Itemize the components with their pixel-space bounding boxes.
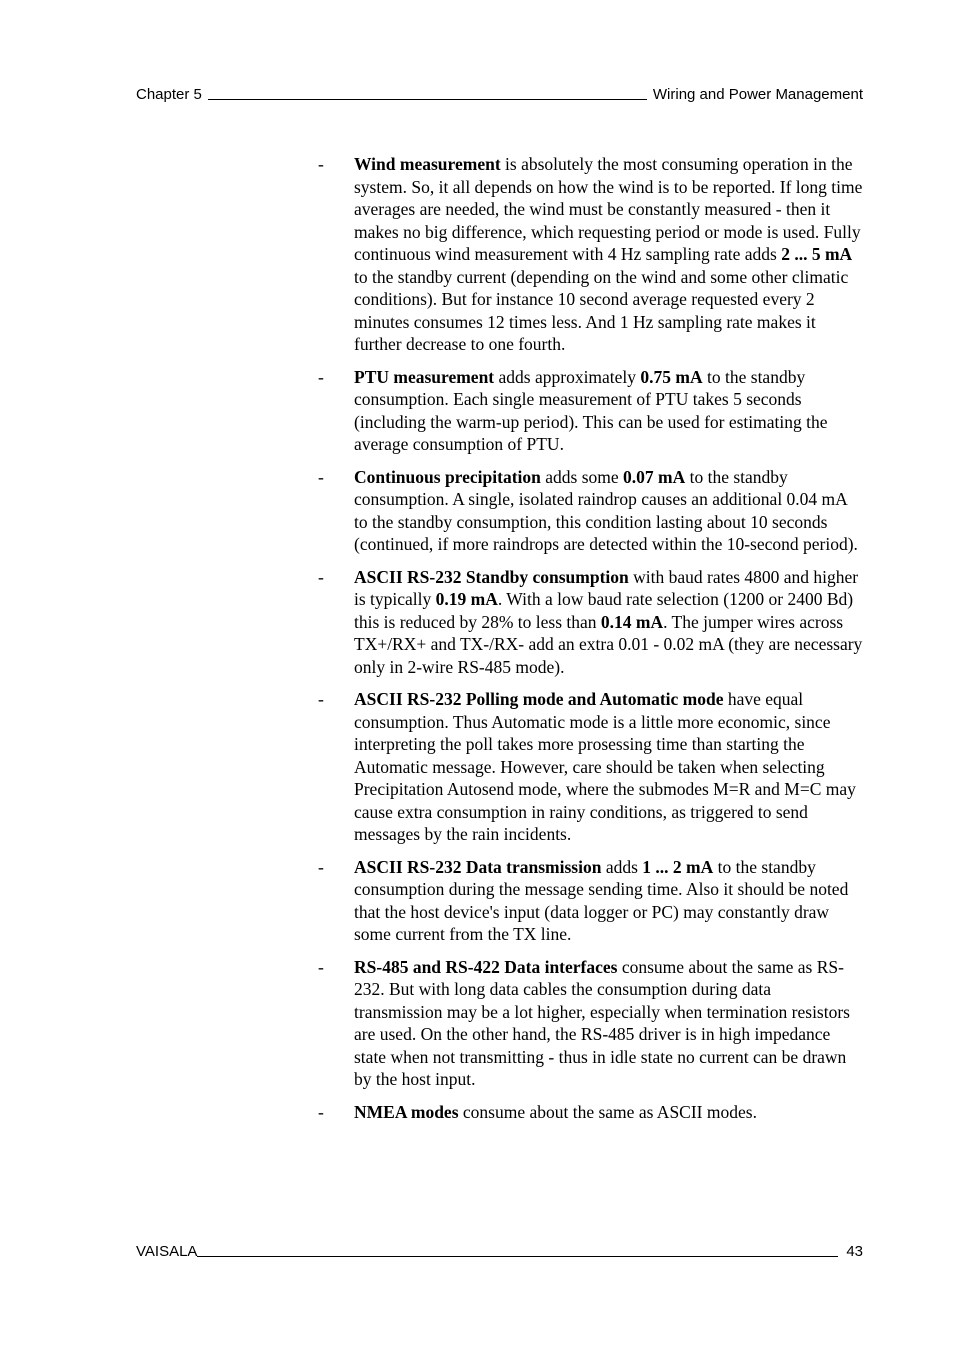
bullet-dash: - bbox=[318, 856, 324, 877]
list-item bbox=[318, 956, 863, 1091]
bullet-dash: - bbox=[318, 689, 324, 709]
item-text: PTU measurement adds approximately 0.75 mA to the standby consumption. Each single measurement of PTU takes 5 seconds (including the warm-up period). This can be used for estimating the average consumption of PTU. bbox=[354, 366, 828, 454]
page-number: 43 bbox=[846, 1243, 863, 1260]
item-lead: Continuous precipitation bbox=[354, 466, 541, 487]
item-text: Continuous precipitation adds some 0.07 mA to the standby consumption. A single, isolated raindrop causes an additional 0.04 mA to the standby consumption, this condition lasting about 10 seconds (continued, if more raindrops are detected within the 10-second period). bbox=[354, 466, 858, 554]
item-text: ASCII RS-232 Standby consumption with baud rates 4800 and higher is typically 0.19 mA. With a low baud rate selection (1200 or 2400 Bd) this is reduced by 28% to less than 0.14 mA. The jumper wires across TX+/RX+ and TX-/RX- add an extra 0.01 - 0.02 mA (they are necessary only in 2-wire RS-485 mode). bbox=[354, 566, 863, 677]
header-rule bbox=[208, 99, 647, 100]
list-item bbox=[318, 153, 863, 356]
chapter-title: Wiring and Power Management bbox=[652, 86, 863, 103]
list-item bbox=[318, 856, 863, 946]
company-name: VAISALA bbox=[136, 1243, 198, 1260]
item-text: NMEA modes consume about the same as ASCII modes. bbox=[354, 1101, 757, 1122]
item-lead: PTU measurement bbox=[354, 366, 495, 387]
list-item bbox=[318, 566, 863, 679]
item-text: Wind measurement is absolutely the most consuming operation in the system. So, it all depends on how the wind is to be reported. If long time averages are needed, the wind must be constantly measured - then it makes no big difference, which requesting period or mode is used. Fully continuous wind measurement with 4 Hz sampling rate adds 2 ... 5 mA to the standby current (depending on the wind and some other climatic conditions). But for instance 10 second average requested every 2 minutes consumes 12 times less. And 1 Hz sampling rate makes it further decrease to one fourth. bbox=[354, 154, 863, 354]
item-text: ASCII RS-232 Polling mode and Automatic mode have equal consumption. Thus Automatic mode is a little more economic, since interpreting the poll takes more prosessing time than starting the Automatic message. However, care should be taken when selecting Precipitation Autosend mode, where the submodes M=R and M=C may cause extra consumption in rainy conditions, as triggered to send messages by the rain incidents. bbox=[354, 689, 856, 844]
running-footer bbox=[136, 1243, 863, 1260]
chapter-label: Chapter 5 bbox=[136, 86, 202, 103]
bullet-list bbox=[318, 153, 863, 1133]
list-item bbox=[318, 466, 863, 556]
bullet-dash: - bbox=[318, 366, 324, 387]
running-header bbox=[136, 86, 863, 103]
list-item bbox=[318, 366, 863, 456]
bullet-dash: - bbox=[318, 566, 324, 587]
bullet-dash: - bbox=[318, 466, 324, 487]
bullet-dash: - bbox=[318, 1101, 324, 1122]
item-lead: ASCII RS-232 Standby consumption bbox=[354, 566, 629, 587]
item-lead: RS-485 and RS-422 Data interfaces bbox=[354, 956, 618, 977]
item-lead: NMEA modes bbox=[354, 1101, 459, 1122]
list-item bbox=[318, 1101, 863, 1124]
list-item bbox=[318, 688, 863, 846]
footer-rule bbox=[197, 1256, 838, 1257]
item-lead: ASCII RS-232 Data transmission bbox=[354, 856, 602, 877]
bullet-dash: - bbox=[318, 154, 324, 174]
item-text: RS-485 and RS-422 Data interfaces consume about the same as RS-232. But with long data cables the consumption during data transmission may be a lot higher, especially when termination resistors are used. On the other hand, the RS-485 driver is in high impedance state when not transmitting - thus in idle state no current can be drawn by the host input. bbox=[354, 956, 850, 1089]
item-lead: Wind measurement bbox=[354, 154, 501, 174]
item-text: ASCII RS-232 Data transmission adds 1 ... 2 mA to the standby consumption during the message sending time. Also it should be noted that the host device's input (data logger or PC) may constantly draw some current from the TX line. bbox=[354, 856, 849, 944]
bullet-dash: - bbox=[318, 956, 324, 977]
item-lead: ASCII RS-232 Polling mode and Automatic mode bbox=[354, 689, 724, 709]
